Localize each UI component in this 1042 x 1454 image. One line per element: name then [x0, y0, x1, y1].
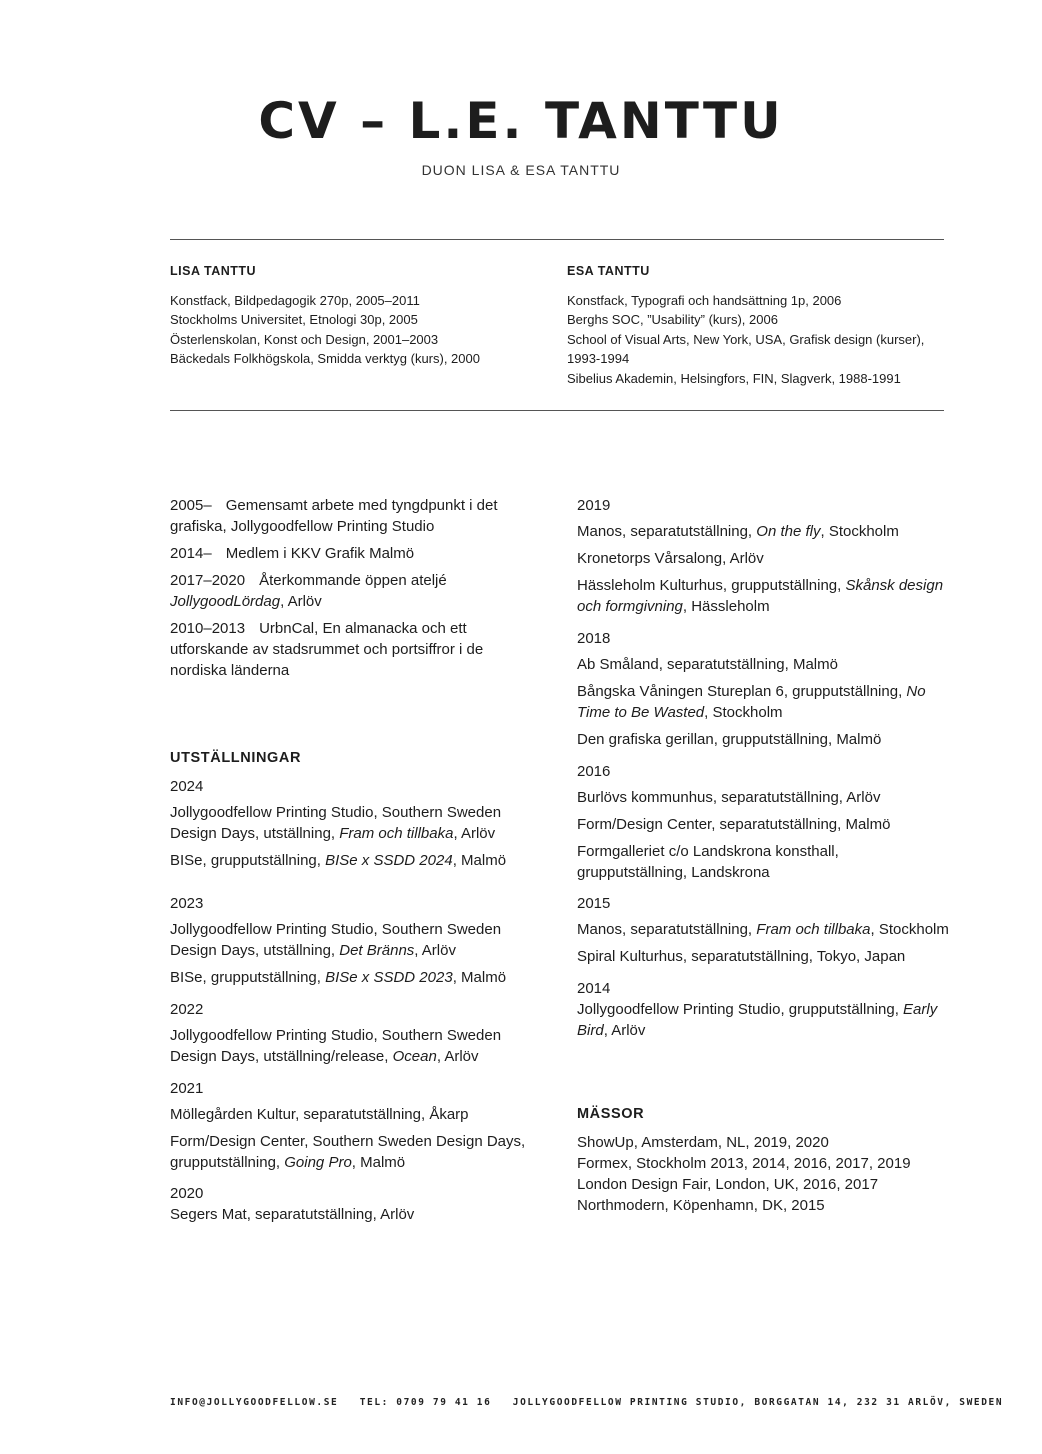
- education-item: Österlenskolan, Konst och Design, 2001–2003: [170, 331, 439, 347]
- fair-item: Northmodern, Köpenhamn, DK, 2015: [577, 1197, 825, 1214]
- exhibition-year: 2014: [577, 980, 611, 997]
- exhibition-entry: Ab Småland, separatutställning, Malmö: [577, 656, 838, 673]
- education-lisa-name: LISA TANTTU: [170, 264, 257, 278]
- exhibitions-heading: UTSTÄLLNINGAR: [170, 750, 302, 766]
- exhibition-entry: Hässleholm Kulturhus, grupputställning, Skånsk design och formgivning, Hässleholm: [577, 577, 944, 615]
- exhibition-year: 2016: [577, 763, 611, 780]
- education-item: Konstfack, Bildpedagogik 270p, 2005–2011: [170, 292, 420, 308]
- education-item: School of Visual Arts, New York, USA, Grafisk design (kurser), 1993-1994: [567, 331, 925, 366]
- exhibition-entry: Jollygoodfellow Printing Studio, Southern Sweden Design Days, utställning, Det Bränns, Arlöv: [170, 921, 502, 959]
- exhibition-entry: Burlövs kommunhus, separatutställning, Arlöv: [577, 789, 881, 806]
- exhibition-entry: Form/Design Center, Southern Sweden Design Days, grupputställning, Going Pro, Malmö: [170, 1133, 526, 1171]
- exhibition-entry: Möllegården Kultur, separatutställning, Åkarp: [170, 1106, 469, 1123]
- exhibition-entry: Formgalleriet c/o Landskrona konsthall, grupputställning, Landskrona: [577, 843, 839, 881]
- education-esa: [567, 262, 947, 388]
- exhibition-year: 2021: [170, 1080, 204, 1097]
- exhibition-entry: BISe, grupputställning, BISe x SSDD 2023, Malmö: [170, 969, 507, 986]
- exhibition-entry: Jollygoodfellow Printing Studio, Southern Sweden Design Days, utställning, Fram och tillbaka, Arlöv: [170, 804, 502, 842]
- exhibition-entry: Manos, separatutställning, Fram och tillbaka, Stockholm: [577, 921, 949, 938]
- exhibition-entry: Bångska Våningen Stureplan 6, grupputställning, No Time to Be Wasted, Stockholm: [577, 683, 926, 721]
- page-title: CV – L.E. TANTTU: [258, 92, 784, 150]
- left-column: [170, 495, 542, 1231]
- exhibition-year: 2024: [170, 778, 204, 795]
- bottom-divider: [170, 410, 944, 411]
- work-entry: 2010–2013 UrbnCal, En almanacka och ett utforskande av stadsrummet och portsiffror i de nordiska länderna: [170, 620, 484, 679]
- education-esa-name: ESA TANTTU: [567, 264, 650, 278]
- exhibition-entry: Kronetorps Vårsalong, Arlöv: [577, 550, 764, 567]
- footer-address: JOLLYGOODFELLOW PRINTING STUDIO, BORGGATAN 14, 232 31 ARLÖV, SWEDEN: [512, 1397, 1004, 1408]
- education-lisa: [170, 262, 550, 369]
- exhibition-entry: Spiral Kulturhus, separatutställning, Tokyo, Japan: [577, 948, 906, 965]
- exhibition-year: 2023: [170, 895, 204, 912]
- work-entry: 2017–2020 Återkommande öppen ateljé JollygoodLördag, Arlöv: [170, 572, 447, 610]
- exhibition-entry: Form/Design Center, separatutställning, Malmö: [577, 816, 891, 833]
- education-item: Konstfack, Typografi och handsättning 1p, 2006: [567, 292, 842, 308]
- top-divider: [170, 239, 944, 240]
- page-subtitle: DUON LISA & ESA TANTTU: [421, 162, 621, 178]
- footer-phone: TEL: 0709 79 41 16: [359, 1397, 492, 1408]
- education-item: Bäckedals Folkhögskola, Smidda verktyg (kurs), 2000: [170, 351, 480, 366]
- exhibition-entry: Manos, separatutställning, On the fly, Stockholm: [577, 523, 899, 540]
- exhibition-year: 2020: [170, 1185, 204, 1202]
- footer-email[interactable]: INFO@JOLLYGOODFELLOW.SE: [170, 1397, 339, 1408]
- exhibition-entry: Jollygoodfellow Printing Studio, Southern Sweden Design Days, utställning/release, Ocean, Arlöv: [170, 1027, 502, 1065]
- exhibition-year: 2015: [577, 895, 611, 912]
- exhibition-year: 2018: [577, 630, 611, 647]
- footer-contact: [170, 1397, 1004, 1408]
- work-entry: 2014– Medlem i KKV Grafik Malmö: [170, 545, 415, 562]
- fair-item: London Design Fair, London, UK, 2016, 2017: [577, 1176, 879, 1193]
- fair-item: Formex, Stockholm 2013, 2014, 2016, 2017, 2019: [577, 1155, 911, 1172]
- fairs-heading: MÄSSOR: [577, 1106, 645, 1122]
- education-item: Stockholms Universitet, Etnologi 30p, 2005: [170, 312, 418, 327]
- exhibition-year: 2019: [577, 497, 611, 514]
- exhibition-entry: Den grafiska gerillan, grupputställning, Malmö: [577, 731, 882, 748]
- exhibition-year: 2022: [170, 1001, 204, 1018]
- education-item: Berghs SOC, ”Usability” (kurs), 2006: [567, 312, 778, 327]
- exhibition-entry: Segers Mat, separatutställning, Arlöv: [170, 1206, 415, 1223]
- exhibition-entry: Jollygoodfellow Printing Studio, grupputställning, Early Bird, Arlöv: [577, 1001, 938, 1039]
- work-entry: 2005– Gemensamt arbete med tyngdpunkt i det grafiska, Jollygoodfellow Printing Studio: [170, 497, 498, 535]
- education-item: Sibelius Akademin, Helsingfors, FIN, Slagverk, 1988-1991: [567, 370, 901, 386]
- fair-item: ShowUp, Amsterdam, NL, 2019, 2020: [577, 1134, 829, 1151]
- right-column: [577, 495, 949, 1216]
- exhibition-entry: BISe, grupputställning, BISe x SSDD 2024, Malmö: [170, 852, 507, 869]
